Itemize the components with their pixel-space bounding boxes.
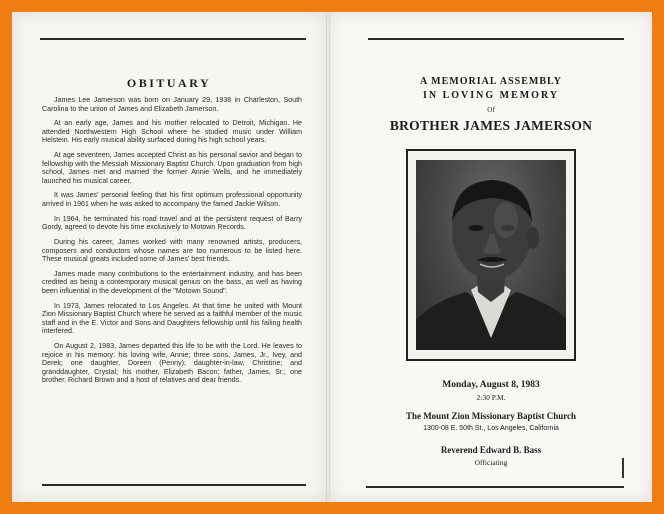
- portrait-frame: [406, 149, 576, 361]
- church-address: 1300-08 E. 50th St., Los Angeles, California: [423, 425, 559, 432]
- service-time: 2:30 P.M.: [476, 393, 506, 402]
- service-date: Monday, August 8, 1983: [442, 380, 540, 390]
- deceased-name: BROTHER JAMES JAMERSON: [389, 118, 593, 133]
- obituary-paragraph: On August 2, 1983, James departed this life to be with the Lord. He leaves to rejoice in his memory: his loving wife, Annie; three sons, James, Jr., Ivey, and Derek; one daughter, Doreen (Penny); daughter-in-law, Christine; and granddaughter, Crystal; his mother, Elizabeth Bacon; father, James, Sr.; one brother, Richard Brown and a host of relatives and dear friends.: [42, 342, 302, 385]
- obituary-paragraph: James Lee Jamerson was born on January 29, 1938 in Charleston, South Carolina to the union of James and Elizabeth Jamerson.: [42, 96, 302, 113]
- heading-memorial-assembly: A MEMORIAL ASSEMBLY: [420, 76, 562, 87]
- officiant-name: Reverend Edward B. Bass: [440, 445, 542, 455]
- top-rule: [40, 38, 306, 40]
- obituary-paragraph: It was James' personal feeling that his first optimum professional opportunity arrived in 1961 when he was asked to accompany the famed Jackie Wilson.: [42, 191, 302, 209]
- church-name: The Mount Zion Missionary Baptist Church: [405, 411, 577, 421]
- bottom-rule: [366, 486, 624, 488]
- obituary-title: OBITUARY: [126, 76, 212, 90]
- obituary-text: [42, 96, 302, 391]
- heading-in-loving-memory: IN LOVING MEMORY: [422, 90, 560, 101]
- obituary-page: [12, 12, 326, 502]
- officiating-label: Officiating: [474, 458, 508, 467]
- obituary-paragraph: During his career, James worked with many renowned artists, producers, composers and conductors whose names are too numerous to be listed here. These musical greats included some of James' best friends.: [42, 238, 302, 264]
- bottom-rule: [42, 484, 306, 486]
- obituary-paragraph: In 1973, James relocated to Los Angeles. At that time he united with Mount Zion Missionary Baptist Church where he served as a faithful member of the music staff and in the E. Victor and Sons and Daughters fellowship until his failing health interfered.: [42, 301, 302, 336]
- obituary-paragraph: At age seventeen, James accepted Christ as his personal savior and began to fellowship with the Messiah Missionary Baptist Church. Upon graduation from high school, James met and married the former Annie Wells, and he immediately launched his musical career.: [42, 151, 302, 185]
- obituary-paragraph: James made many contributions to the entertainment industry, and has been credited as being a contemporary musical genius on the bass, as well as having been influential in the development of the "Motown Sound".: [42, 269, 302, 295]
- top-rule: [368, 38, 624, 40]
- heading-of: Of: [487, 106, 495, 114]
- obituary-paragraph: At an early age, James and his mother relocated to Detroit, Michigan. He attended Northwestern High School where he studied music under William Helstein. His early musical ability surfaced during his high school years.: [42, 119, 302, 145]
- memorial-cover-page: [330, 12, 652, 502]
- margin-mark: [622, 458, 624, 478]
- portrait-illustration: [416, 160, 566, 350]
- obituary-paragraph: In 1964, he terminated his road travel and at the persistent request of Barry Gordy, agreed to devote his time exclusively to Motown Records.: [42, 214, 302, 232]
- portrait-photo-icon: [416, 160, 566, 350]
